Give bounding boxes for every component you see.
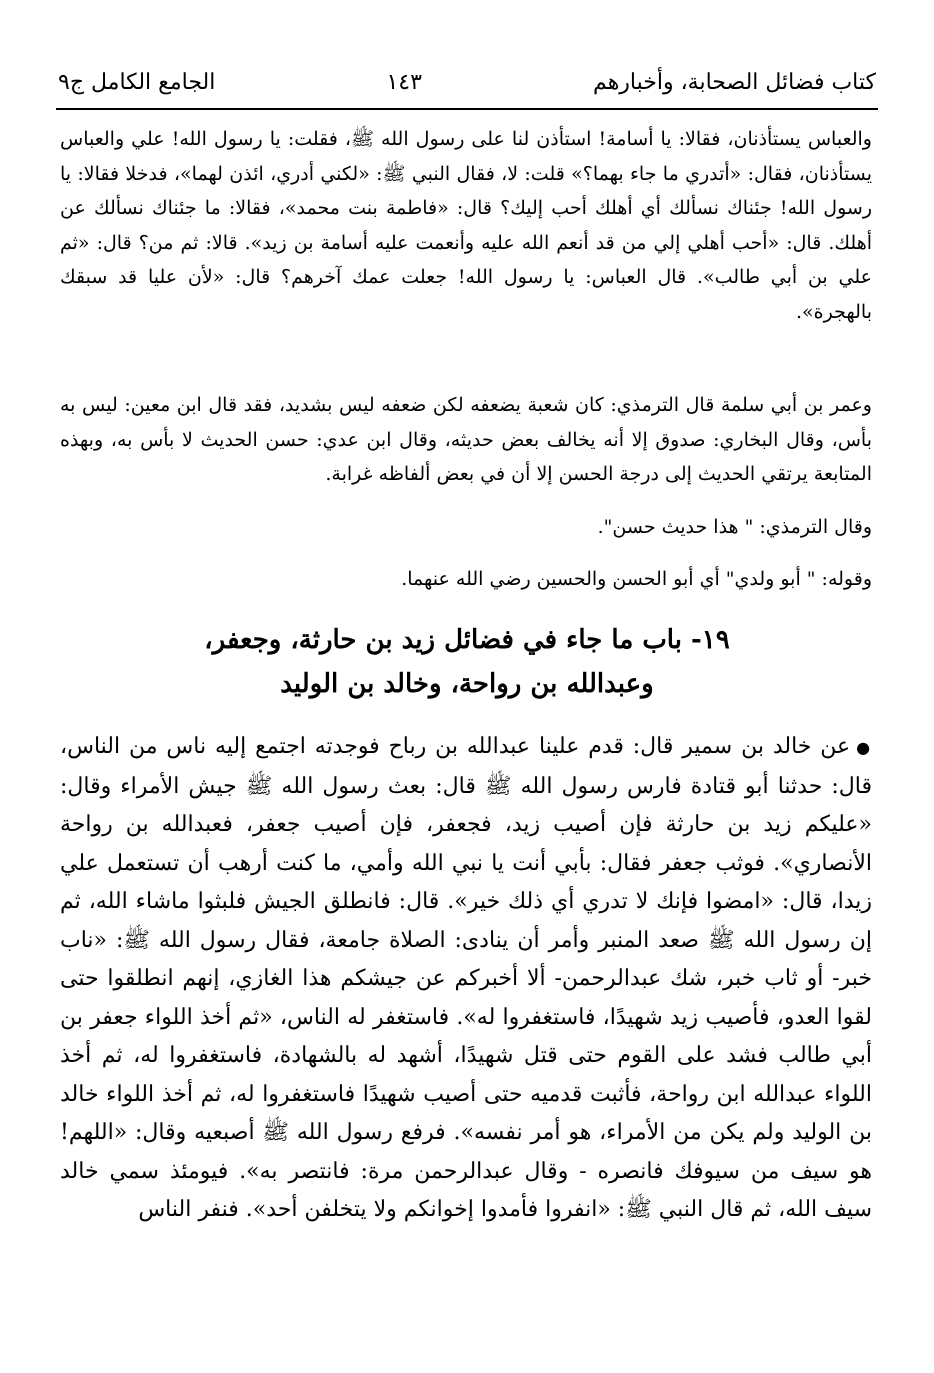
chapter-heading [60,618,874,706]
running-header [58,62,876,102]
hadith-body [60,728,872,1230]
paragraph-hadith-continuation: والعباس يستأذنان، فقالا: يا أسامة! استأذن لنا على رسول الله ﷺ، فقلت: يا رسول الله! علي والعباس يستأذنان، فقال: «أتدري ما جاء بهما؟» قلت: لا، فقال النبي ﷺ: «لكني أدري، ائذن لهما»، فدخلا فقالا: يا رسول الله! جئناك نسألك أي أهلك أحب إليك؟ قال: «فاطمة بنت محمد»، فقالا: ما جئناك نسألك عن أهلك. قال: «أحب أهلي إلي من قد أنعم الله عليه وأنعمت عليه أسامة بن زيد». قالا: ثم من؟ قال: «ثم علي بن أبي طالب». قال العباس: يا رسول الله! جعلت عمك آخرهم؟ قال: «لأن عليا قد سبقك بالهجرة». [60,128,872,323]
book-title: كتاب فضائل الصحابة، وأخبارهم [593,69,876,95]
chapter-title-line1: ١٩- باب ما جاء في فضائل زيد بن حارثة، وجعفر، [204,625,730,655]
page-number: ١٤٣ [386,69,422,95]
paragraph-tirmidhi: وقال الترمذي: " هذا حديث حسن". [597,516,872,538]
paragraph-abu-waladi: وقوله: " أبو ولدي" أي أبو الحسن والحسين رضي الله عنهما. [401,568,872,590]
paragraph-grading: وعمر بن أبي سلمة قال الترمذي: كان شعبة يضعفه لكن ضعفه ليس بشديد، فقد قال ابن معين: ليس به بأس، وقال البخاري: صدوق إلا أنه يخالف بعض حديثه، وقال ابن عدي: حسن الحديث لا بأس به، وبهذه المتابعة يرتقي الحديث إلى درجة الحسن إلا أن في بعض ألفاظه غرابة. [60,394,872,485]
hadith-text: عن خالد بن سمير قال: قدم علينا عبدالله بن رباح فوجدته اجتمع إليه ناس من الناس، قال: حدثنا أبو قتادة فارس رسول الله ﷺ قال: بعث رسول الله ﷺ جيش الأمراء وقال: «عليكم زيد بن حارثة فإن أصيب زيد، فجعفر، فإن أصيب جعفر، فعبدالله بن رواحة الأنصاري». فوثب جعفر فقال: بأبي أنت يا نبي الله وأمي، ما كنت أرهب أن تستعمل علي زيدا، قال: «امضوا فإنك لا تدري أي ذلك خير». قال: فانطلق الجيش فلبثوا ماشاء الله، ثم إن رسول الله ﷺ صعد المنبر وأمر أن ينادى: الصلاة جامعة، فقال رسول الله ﷺ: «ناب خبر- أو ثاب خبر، شك عبدالرحمن- ألا أخبركم عن جيشكم هذا الغازي، إنهم انطلقوا حتى لقوا العدو، فأصيب زيد شهيدًا، فاستغفروا له». فاستغفر له الناس، «ثم أخذ اللواء جعفر بن أبي طالب فشد على القوم حتى قتل شهيدًا، أشهد له بالشهادة، فاستغفروا له، ثم أخذ اللواء عبدالله ابن رواحة، فأثبت قدميه حتى أصيب شهيدًا فاستغفروا له، ثم أخذ اللواء خالد بن الوليد ولم يكن من الأمراء، هو أمر نفسه». فرفع رسول الله ﷺ أصبعيه وقال: «اللهم! هو سيف من سيوفك فانصره - وقال عبدالرحمن مرة: فانتصر به». فيومئذ سمي خالد سيف الله، ثم قال النبي ﷺ: «انفروا فأمدوا إخوانكم ولا يتخلفن أحد». فنفر الناس [60,734,872,1222]
header-rule [56,108,878,110]
series-title: الجامع الكامل ج٩ [58,69,216,95]
bullet-icon: ● [856,738,872,757]
chapter-title-line2: وعبدالله بن رواحة، وخالد بن الوليد [280,669,654,699]
